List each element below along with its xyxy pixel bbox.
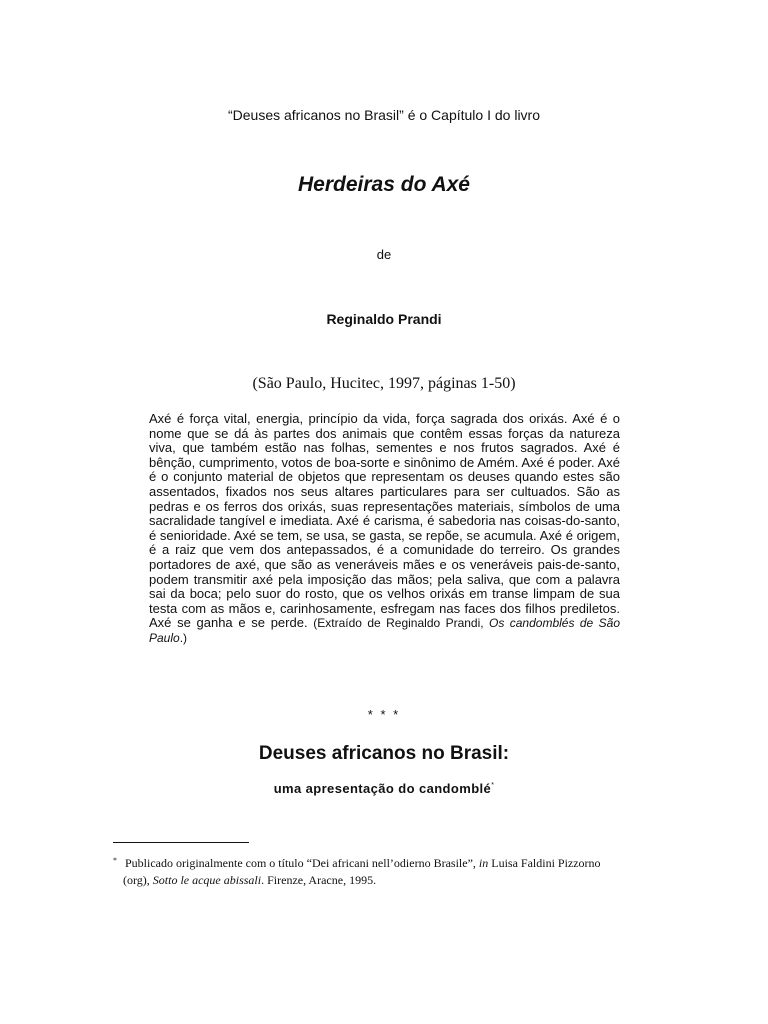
footnote-text-part3: (org), bbox=[123, 873, 153, 887]
intro-line: “Deuses africanos no Brasil” é o Capítulo I do livro bbox=[227, 107, 541, 123]
footnote-marker: * bbox=[113, 856, 117, 865]
by-word: de bbox=[376, 247, 392, 262]
publication-citation: (São Paulo, Hucitec, 1997, páginas 1-50) bbox=[252, 375, 516, 392]
epigraph-source-suffix: .) bbox=[179, 630, 188, 645]
epigraph-paragraph bbox=[149, 412, 620, 646]
author-name: Reginaldo Prandi bbox=[326, 311, 442, 327]
book-title: Herdeiras do Axé bbox=[298, 173, 470, 196]
footnote-text-part1: Publicado originalmente com o título “Dei africani nell’odierno Brasile”, bbox=[125, 856, 479, 870]
chapter-subheading-text: uma apresentação do candomblé bbox=[273, 781, 492, 796]
epigraph-source-title: Os candomblés de São Paulo bbox=[149, 616, 620, 645]
footnote-text-part2: Luisa Faldini Pizzorno bbox=[488, 856, 601, 870]
epigraph-body: Axé é força vital, energia, princípio da vida, força sagrada dos orixás. Axé é o nome que se dá às partes dos animais que contêm essas forças da natureza viva, que também estão nas folhas, sementes e nos frutos sagrados. Axé é bênção, cumprimento, votos de boa-sorte e sinônimo de Amém. Axé é poder. Axé é o conjunto material de objetos que representam os deuses quando estes são assentados, fixados nos seus altares particulares para ser cultuados. São as pedras e os ferros dos orixás, suas representações materiais, símbolos de uma sacralidade tangível e imediata. Axé é carisma, é sabedoria nas coisas-do-santo, é senioridade. Axé se tem, se usa, se gasta, se repõe, se acumula. Axé é origem, é a raiz que vem dos antepassados, é a comunidade do terreiro. Os grandes portadores de axé, que são as veneráveis mães e os veneráveis pais-de-santo, podem transmitir axé pela imposição das mãos; pela saliva, que com a palavra sai da boca; pelo suor do rosto, que os velhos orixás em transe limpam de sua testa com as mãos e, carinhosamente, esfregam nas faces dos filhos prediletos. Axé se ganha e se perde. bbox=[149, 411, 620, 631]
footnote-divider bbox=[113, 842, 249, 843]
footnote bbox=[113, 852, 658, 889]
footnote-text-part4: . Firenze, Aracne, 1995. bbox=[261, 873, 377, 887]
footnote-line-2 bbox=[113, 872, 658, 889]
chapter-heading: Deuses africanos no Brasil: bbox=[258, 743, 510, 764]
chapter-subheading bbox=[0, 781, 768, 796]
epigraph-source-prefix: (Extraído de Reginaldo Prandi, bbox=[313, 616, 490, 631]
footnote-book-title: Sotto le acque abissali bbox=[152, 873, 262, 887]
footnote-in-word: in bbox=[478, 856, 489, 870]
section-separator: * * * bbox=[367, 707, 401, 722]
footnote-reference: * bbox=[491, 782, 495, 789]
